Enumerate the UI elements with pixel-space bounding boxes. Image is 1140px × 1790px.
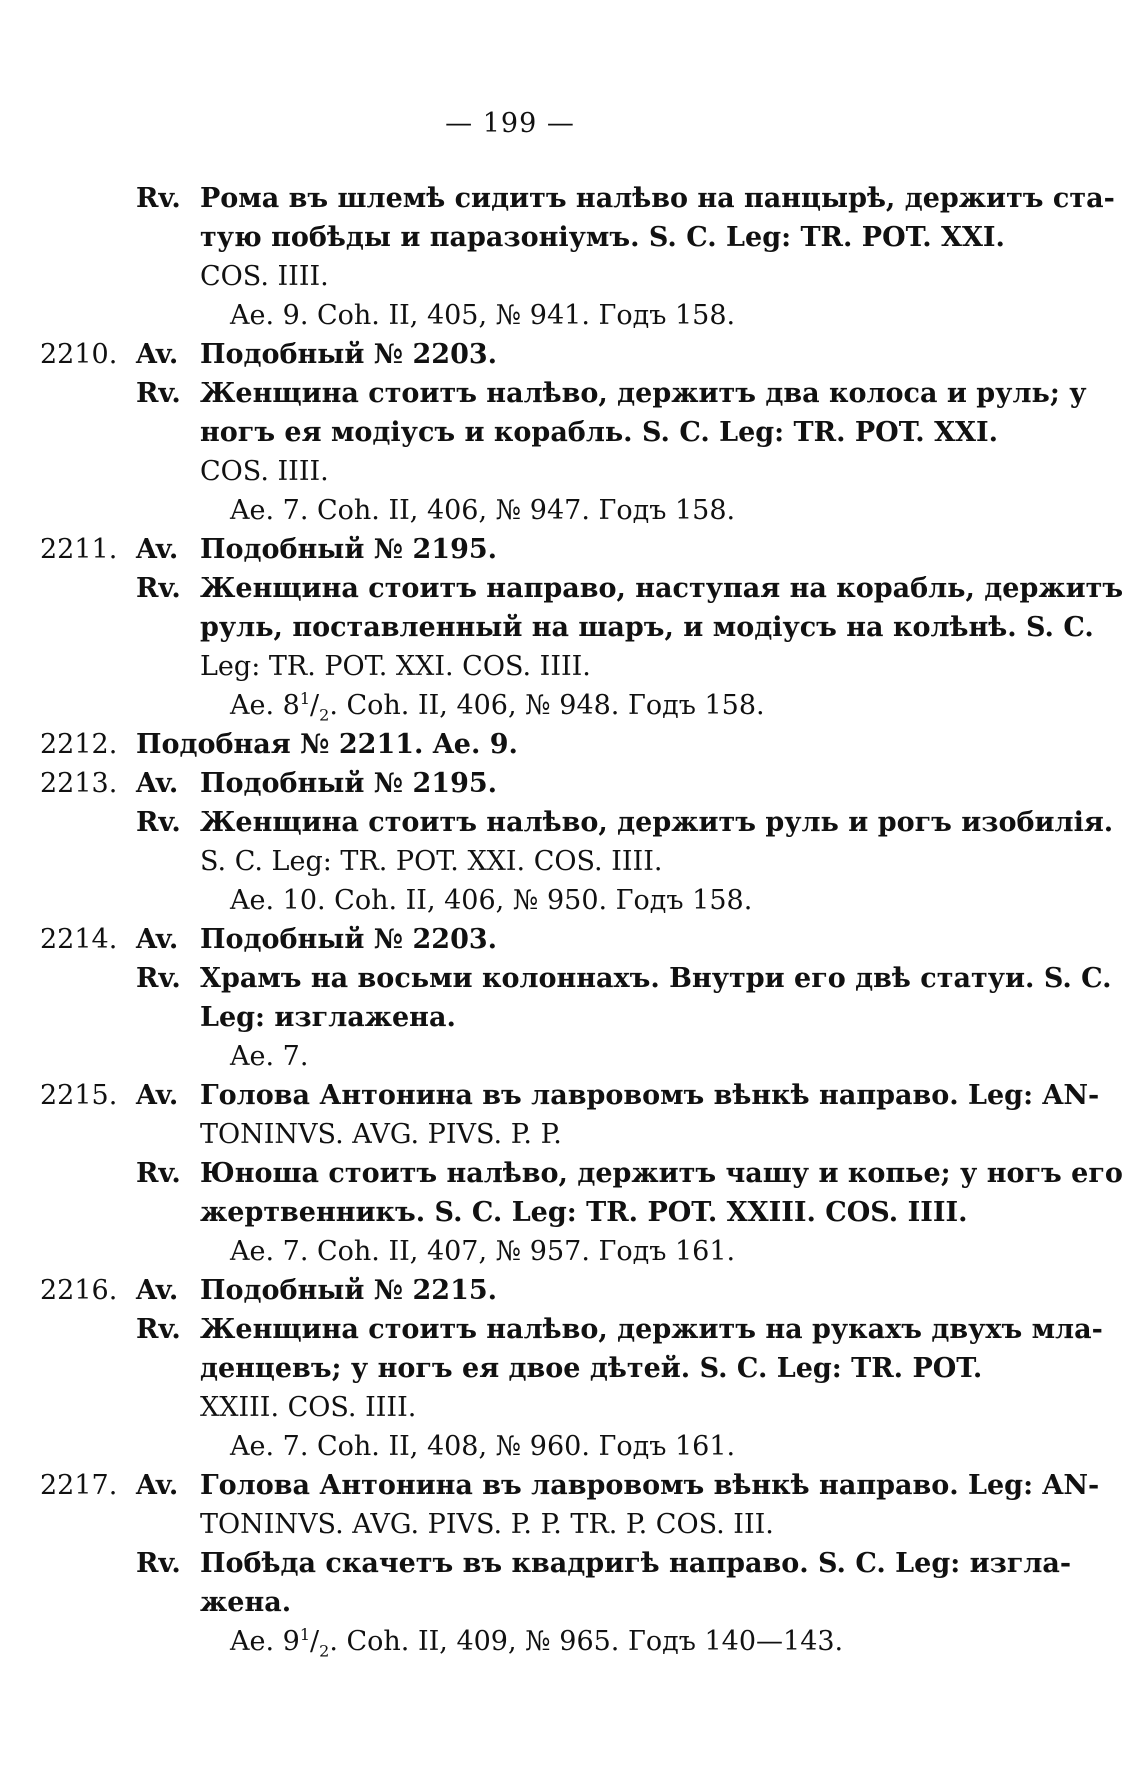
entry-reference: Ae. $9^1/_2$. Coh. II, 409, № 965. Годъ 140—143. — [230, 1625, 844, 1661]
entry-text-line: денцевъ; у ногъ ея двое дѣтей. S. C. Leg: TR. POT. — [200, 1353, 983, 1384]
entry-text-line: Leg: изглажена. — [200, 1002, 456, 1033]
entry-reference: Ae. 7. Coh. II, 406, № 947. Годъ 158. — [230, 495, 736, 526]
entry-text-line: COS. IIII. — [200, 456, 329, 487]
entry-text-line: жена. — [200, 1587, 292, 1618]
entry-text-line: Подобный № 2203. — [200, 339, 498, 370]
entry-reference: Ae. 7. Coh. II, 407, № 957. Годъ 161. — [230, 1236, 736, 1267]
entry-text-line: Женщина стоитъ налѣво, держитъ руль и рогъ изобилія. — [200, 807, 1114, 838]
fraction-denominator: 2 — [319, 1641, 330, 1661]
entry-text-line: Leg: TR. POT. XXI. COS. IIII. — [200, 651, 591, 682]
entry-text-line: Женщина стоитъ налѣво, держитъ на рукахъ двухъ мла- — [200, 1314, 1103, 1345]
entry-number: 2215. — [40, 1080, 118, 1111]
entry-reference: Ae. 7. Coh. II, 408, № 960. Годъ 161. — [230, 1431, 736, 1462]
entry-number: 2211. — [40, 534, 118, 565]
entry-text-line: COS. IIII. — [200, 261, 329, 292]
entry-text-line: Побѣда скачетъ въ квадригѣ направо. S. C. Leg: изгла- — [200, 1548, 1072, 1579]
entry-text-line: Подобный № 2215. — [200, 1275, 498, 1306]
entry-text-line: TONINVS. AVG. PIVS. P. P. TR. P. COS. III. — [200, 1509, 774, 1540]
reverse-label: Rv. — [136, 573, 181, 604]
entry-text-line: Храмъ на восьми колоннахъ. Внутри его двѣ статуи. S. C. — [200, 963, 1112, 994]
fraction-numerator: 1 — [299, 689, 311, 708]
entry-text-line: Женщина стоитъ направо, наступая на корабль, держитъ — [200, 573, 1124, 604]
entry-text-line: TONINVS. AVG. PIVS. P. P. — [200, 1119, 562, 1150]
entry-text-line: тую побѣды и паразоніумъ. S. C. Leg: TR. POT. XXI. — [200, 222, 1005, 253]
entry-number: 2216. — [40, 1275, 118, 1306]
reverse-label: Rv. — [136, 378, 181, 409]
reverse-label: Rv. — [136, 1548, 181, 1579]
reference-text: Ae. 9 — [230, 1626, 300, 1657]
entry-text-line: Юноша стоитъ налѣво, держитъ чашу и копье; у ногъ его — [200, 1158, 1123, 1189]
entry-text-line: Рома въ шлемѣ сидитъ налѣво на панцырѣ, держитъ ста- — [200, 183, 1115, 214]
entry-reference: Ae. 7. — [230, 1041, 309, 1072]
entry-text-line: Подобная № 2211. Ae. 9. — [136, 729, 518, 760]
reference-text: Ae. 8 — [230, 690, 300, 721]
entry-text-line: жертвенникъ. S. C. Leg: TR. POT. XXIII. COS. IIII. — [200, 1197, 968, 1228]
entry-text-line: Голова Антонина въ лавровомъ вѣнкѣ направо. Leg: AN- — [200, 1470, 1100, 1501]
entry-reference: Ae. 10. Coh. II, 406, № 950. Годъ 158. — [230, 885, 753, 916]
entry-number: 2210. — [40, 339, 118, 370]
reverse-label: Rv. — [136, 807, 181, 838]
page-number: — 199 — — [445, 108, 575, 139]
entry-text-line: XXIII. COS. IIII. — [200, 1392, 417, 1423]
entry-text-line: Подобный № 2195. — [200, 768, 498, 799]
entry-reference: Ae. $8^1/_2$. Coh. II, 406, № 948. Годъ 158. — [230, 689, 765, 725]
entry-number: 2214. — [40, 924, 118, 955]
fraction-denominator: 2 — [319, 705, 330, 725]
obverse-label: Av. — [136, 768, 179, 799]
entry-number: 2213. — [40, 768, 118, 799]
entry-text-line: руль, поставленный на шаръ, и модіусъ на колѣнѣ. S. C. — [200, 612, 1094, 643]
entry-text-line: S. C. Leg: TR. POT. XXI. COS. IIII. — [200, 846, 663, 877]
obverse-label: Av. — [136, 924, 179, 955]
entry-number: 2212. — [40, 729, 118, 760]
entry-text-line: ногъ ея модіусъ и корабль. S. C. Leg: TR. POT. XXI. — [200, 417, 999, 448]
obverse-label: Av. — [136, 1275, 179, 1306]
reference-text: . Coh. II, 409, № 965. Годъ 140—143. — [329, 1626, 844, 1657]
entry-reference: Ae. 9. Coh. II, 405, № 941. Годъ 158. — [230, 300, 736, 331]
entry-text-line: Подобный № 2195. — [200, 534, 498, 565]
obverse-label: Av. — [136, 339, 179, 370]
reverse-label: Rv. — [136, 183, 181, 214]
obverse-label: Av. — [136, 1080, 179, 1111]
entry-text-line: Женщина стоитъ налѣво, держитъ два колоса и руль; у — [200, 378, 1087, 409]
entry-text-line: Подобный № 2203. — [200, 924, 498, 955]
obverse-label: Av. — [136, 1470, 179, 1501]
reverse-label: Rv. — [136, 1158, 181, 1189]
reverse-label: Rv. — [136, 963, 181, 994]
obverse-label: Av. — [136, 534, 179, 565]
fraction-numerator: 1 — [299, 1625, 311, 1644]
reverse-label: Rv. — [136, 1314, 181, 1345]
entry-number: 2217. — [40, 1470, 118, 1501]
reference-text: . Coh. II, 406, № 948. Годъ 158. — [329, 690, 765, 721]
entry-text-line: Голова Антонина въ лавровомъ вѣнкѣ направо. Leg: AN- — [200, 1080, 1100, 1111]
